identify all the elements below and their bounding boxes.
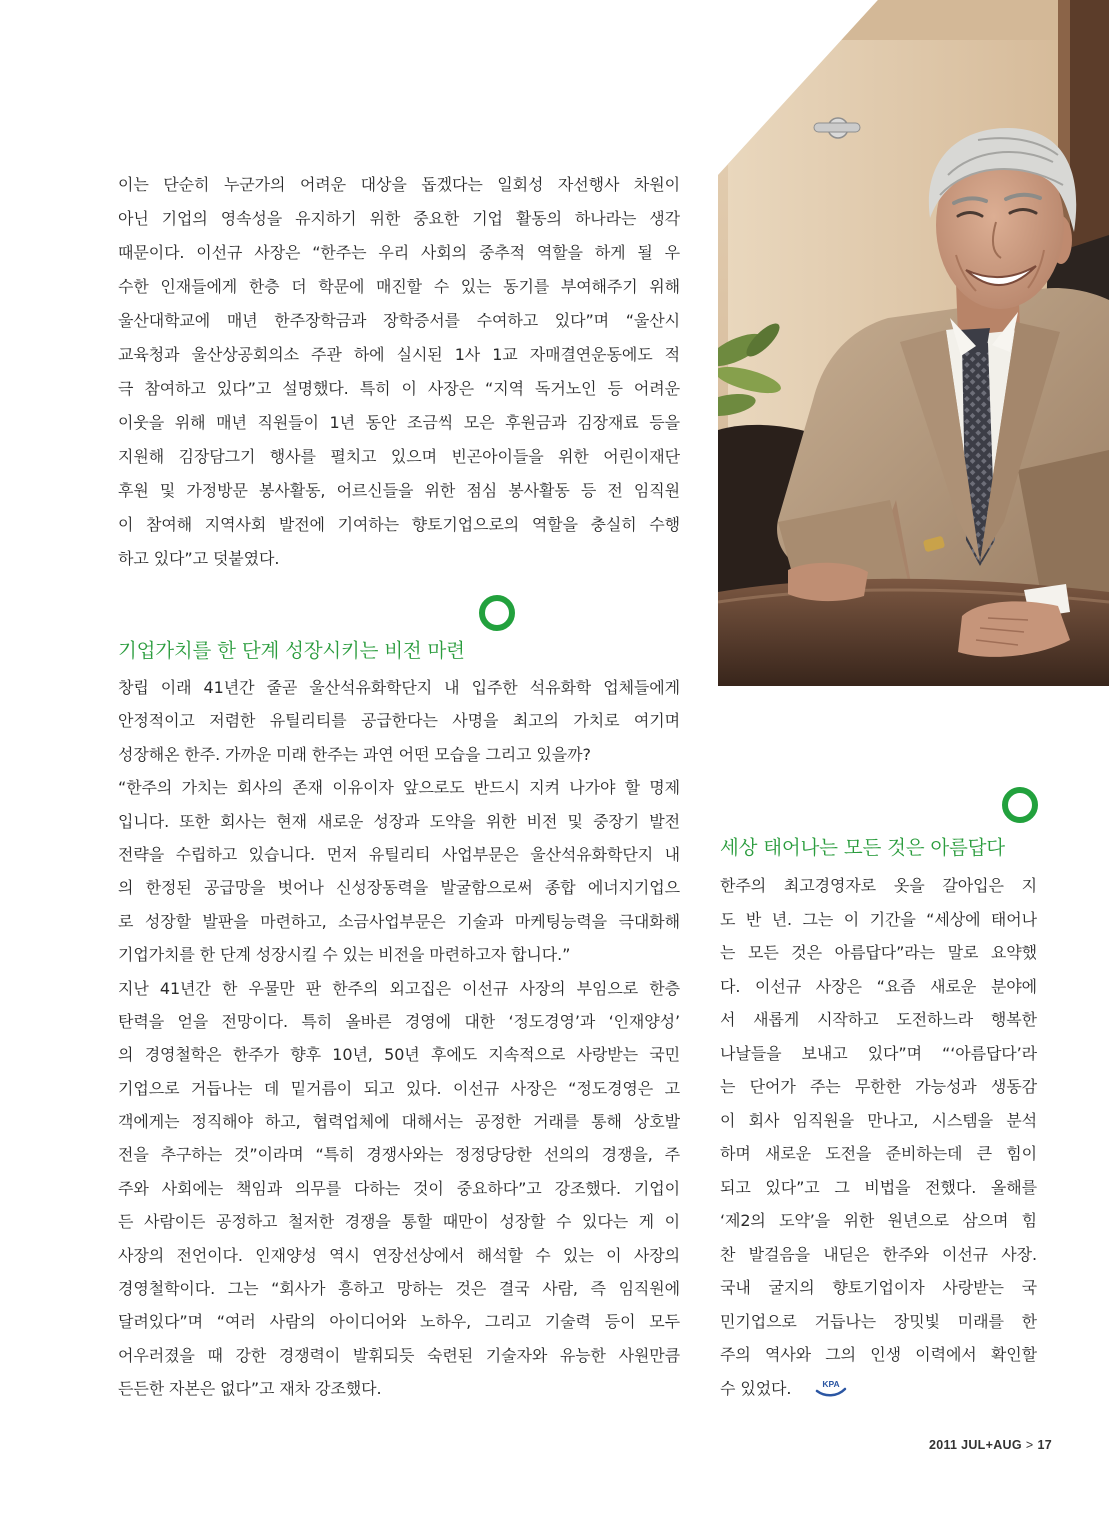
text-line: 주와 사회에는 책임과 의무를 다하는 것이 중요하다”고 강조했다. 기업이 <box>118 1178 680 1198</box>
logo-text: KPA <box>822 1379 840 1389</box>
text-line: 교육청과 울산상공회의소 주관 하에 실시된 1사 1교 자매결연운동에도 적 <box>118 345 680 364</box>
footer-separator: > <box>1025 1438 1034 1452</box>
text-line: 서 새롭게 시작하고 도전하느라 행복한 <box>720 1010 1037 1030</box>
text-line: 전을 추구하는 것”이라며 “특히 경쟁사와는 정정당당한 선의의 경쟁을, 주 <box>118 1145 680 1165</box>
issue-months: JUL+AUG <box>961 1438 1022 1452</box>
text-line: 하며 새로운 도전을 준비하는데 큰 힘이 <box>720 1144 1037 1164</box>
text-line: 이 참여해 지역사회 발전에 기여하는 향토기업으로의 역할을 충실히 수행 <box>118 515 680 534</box>
section-heading: 세상 태어나는 모든 것은 아름답다 <box>720 836 1005 859</box>
text-line: 의 한정된 공급망을 벗어나 신성장동력을 발굴함으로써 종합 에너지기업으 <box>118 878 680 898</box>
text-line: 든든한 자본은 없다”고 재차 강조했다. <box>118 1379 382 1399</box>
page-number: 17 <box>1037 1438 1052 1452</box>
text-line: 아닌 기업의 영속성을 유지하기 위한 중요한 기업 활동의 하나라는 생각 <box>118 209 680 228</box>
text-line: 지난 41년간 한 우물만 판 한주의 외고집은 이선규 사장의 부임으로 한층 <box>118 978 680 998</box>
text-line: 의 경영철학은 한주가 향후 10년, 50년 후에도 지속적으로 사랑받는 국민 <box>118 1045 680 1065</box>
text-line: 나날들을 보내고 있다”며 “‘아름답다’라 <box>720 1043 1037 1063</box>
text-line: 이는 단순히 누군가의 어려운 대상을 돕겠다는 일회성 자선행사 차원이 <box>118 175 680 194</box>
text-line: 전략을 수립하고 있습니다. 먼저 유틸리티 사업부문은 울산석유화학단지 내 <box>118 844 680 864</box>
text-line: 민기업으로 거듭나는 장밋빛 미래를 한 <box>720 1311 1037 1331</box>
text-line: 울산대학교에 매년 한주장학금과 장학증서를 수여하고 있다”며 “울산시 <box>118 311 680 330</box>
text-line: 어우러졌을 때 강한 경쟁력이 발휘되듯 숙련된 기술자와 유능한 사원만큼 <box>118 1345 680 1365</box>
text-line: 후원 및 가정방문 봉사활동, 어르신들을 위한 점심 봉사활동 등 전 임직원 <box>118 481 680 500</box>
text-line: 찬 발걸음을 내딛은 한주와 이선규 사장. <box>720 1244 1037 1264</box>
text-line: 입니다. 또한 회사는 현재 새로운 성장과 도약을 위한 비전 및 중장기 발전 <box>118 811 680 831</box>
text-line: 국내 굴지의 향토기업이자 사랑받는 국 <box>720 1278 1037 1298</box>
text-line: 수 있었다. <box>720 1378 792 1398</box>
text-line: 극 참여하고 있다”고 설명했다. 특히 이 사장은 “지역 독거노인 등 어려운 <box>118 379 680 398</box>
section-marker-icon <box>1002 787 1038 823</box>
text-line: 지원해 김장담그기 행사를 펼치고 있으며 빈곤아이들을 위한 어린이재단 <box>118 447 680 466</box>
section-marker-icon <box>479 595 515 631</box>
text-line: 경영철학이다. 그는 “회사가 흥하고 망하는 것은 결국 사람, 즉 임직원에 <box>118 1279 680 1299</box>
text-line: 객에게는 정직해야 하고, 협력업체에 대해서는 공정한 거래를 통해 상호발 <box>118 1112 680 1132</box>
text-line: 도 반 년. 그는 이 기간을 “세상에 태어나 <box>720 909 1037 929</box>
portrait-photo <box>718 0 1109 686</box>
text-line: 로 성장할 발판을 마련하고, 소금사업부문은 기술과 마케팅능력을 극대화해 <box>118 911 680 931</box>
text-line: 사장의 전언이다. 인재양성 역시 연장선상에서 해석할 수 있는 이 사장의 <box>118 1245 680 1265</box>
text-line: 되고 있다”고 그 비법을 전했다. 올해를 <box>720 1177 1037 1197</box>
section-body-text <box>118 671 680 1406</box>
text-line: 때문이다. 이선규 사장은 “한주는 우리 사회의 중추적 역할을 하게 될 우 <box>118 243 680 262</box>
text-line: 이 회사 임직원을 만나고, 시스템을 분석 <box>720 1110 1037 1130</box>
page-footer <box>880 1436 1052 1454</box>
text-line: 탄력을 얻을 전망이다. 특히 올바른 경영에 대한 ‘정도경영’과 ‘인재양성’ <box>118 1011 680 1031</box>
text-line: 는 모든 것은 아름답다”라는 말로 요약했 <box>720 943 1037 963</box>
text-line: 든 사람이든 공정하고 철저한 경쟁을 통할 때만이 성장할 수 있다는 게 이 <box>118 1212 680 1232</box>
text-line: 성장해온 한주. 가까운 미래 한주는 과연 어떤 모습을 그리고 있을까? <box>118 744 591 764</box>
text-line: 기업으로 거듭나는 데 밑거름이 되고 있다. 이선규 사장은 “정도경영은 고 <box>118 1078 680 1098</box>
text-line: 달려있다”며 “여러 사람의 아이디어와 노하우, 그리고 기술력 등이 모두 <box>118 1312 680 1332</box>
text-line: 이웃을 위해 매년 직원들이 1년 동안 조금씩 모은 후원금과 김장재료 등을 <box>118 413 680 432</box>
text-line: 창립 이래 41년간 줄곧 울산석유화학단지 내 입주한 석유화학 업체들에게 <box>118 678 680 697</box>
kpa-logo-icon <box>815 1376 847 1398</box>
section-body-text <box>720 869 1037 1405</box>
text-line: 기업가치를 한 단계 성장시킬 수 있는 비전을 마련하고자 합니다.” <box>118 945 571 965</box>
text-line: “한주의 가치는 회사의 존재 이유이자 앞으로도 반드시 지켜 나가야 할 명제 <box>118 778 680 798</box>
text-line: 안정적이고 저렴한 유틸리티를 공급한다는 사명을 최고의 가치로 여기며 <box>118 711 680 731</box>
text-line: ‘제2의 도약’을 위한 원년으로 삼으며 힘 <box>720 1211 1037 1231</box>
text-line: 다. 이선규 사장은 “요즘 새로운 분야에 <box>720 976 1037 996</box>
text-line: 수한 인재들에게 한층 더 학문에 매진할 수 있는 동기를 부여해주기 위해 <box>118 277 680 296</box>
text-line: 한주의 최고경영자로 옷을 갈아입은 지 <box>720 876 1037 895</box>
text-line: 주의 역사와 그의 인생 이력에서 확인할 <box>720 1345 1037 1365</box>
intro-text <box>118 168 680 576</box>
text-line: 하고 있다”고 덧붙였다. <box>118 549 280 568</box>
section-heading: 기업가치를 한 단계 성장시키는 비전 마련 <box>118 639 465 662</box>
text-line: 는 단어가 주는 무한한 가능성과 생동감 <box>720 1077 1037 1097</box>
issue-year: 2011 <box>928 1438 958 1452</box>
